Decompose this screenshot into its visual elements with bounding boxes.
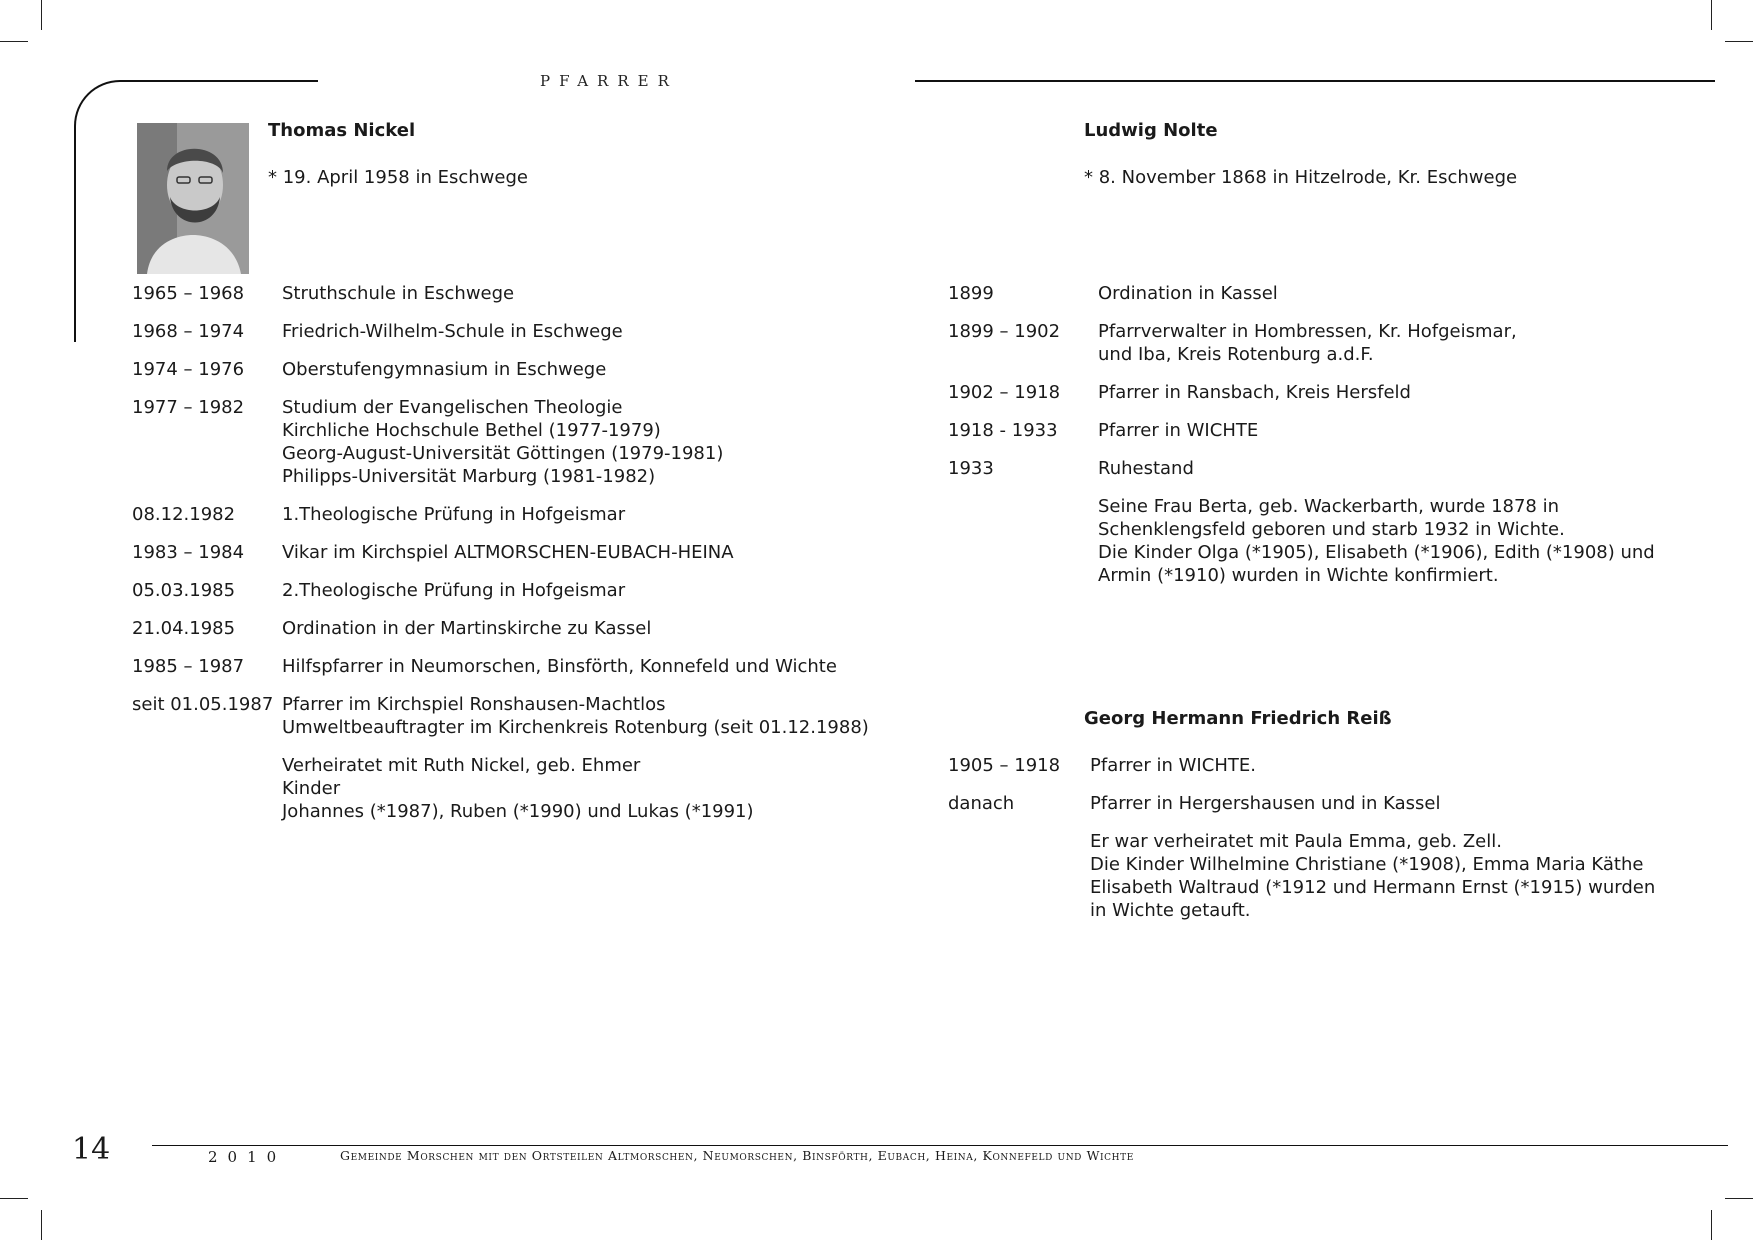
portrait-photo [137,123,249,274]
birth-info-nickel: * 19. April 1958 in Eschwege [268,167,528,188]
entry-text: Pfarrer in Ransbach, Kreis Hersfeld [1098,382,1411,403]
entry-text: Pfarrer in Hergershausen und in Kassel [1090,793,1441,814]
portrait-illustration [137,123,249,274]
header-rule-right [915,80,1715,82]
entry-date: 05.03.1985 [132,580,236,601]
list-item [132,693,892,739]
entry-date: 1899 – 1902 [948,321,1061,342]
biography-list-nickel [132,282,892,838]
footer-year: 2010 [208,1148,287,1166]
entry-date: 1985 – 1987 [132,656,245,677]
list-item [948,381,1708,404]
list-item [948,495,1708,587]
entry-text: 2.Theologische Prüfung in Hofgeismar [282,580,626,601]
list-item [132,320,892,343]
entry-date: 1899 [948,283,994,304]
list-item [948,419,1708,442]
entry-date: 1965 – 1968 [132,283,245,304]
entry-date: 1933 [948,458,994,479]
entry-date: 1902 – 1918 [948,382,1061,403]
pastor-name-nickel: Thomas Nickel [268,120,416,141]
list-item [948,792,1708,815]
entry-text: Pfarrer in WICHTE [1098,420,1259,441]
entry-text: Verheiratet mit Ruth Nickel, geb. Ehmer Kinder Johannes (*1987), Ruben (*1990) und Lukas (*1991) [282,755,754,822]
entry-text: Pfarrverwalter in Hombressen, Kr. Hofgeismar, und Iba, Kreis Rotenburg a.d.F. [1098,321,1517,365]
page-number: 14 [72,1132,111,1167]
entry-text: Hilfspfarrer in Neumorschen, Binsförth, Konnefeld und Wichte [282,656,837,677]
entry-text: Seine Frau Berta, geb. Wackerbarth, wurde 1878 in Schenklengsfeld geboren und starb 1932 in Wichte. Die Kinder Olga (*1905), Elisabeth (*1906), Edith (*1908) und Armin (*1910) wurden in Wichte konfirmiert. [1098,496,1655,586]
list-item [948,320,1708,366]
pastor-name-reiss: Georg Hermann Friedrich Reiß [1084,708,1392,729]
crop-mark [0,1198,28,1199]
list-item [132,282,892,305]
entry-text: Vikar im Kirchspiel ALTMORSCHEN-EUBACH-HEINA [282,542,734,563]
list-item [948,457,1708,480]
entry-text: Pfarrer in WICHTE. [1090,755,1256,776]
list-item [948,282,1708,305]
list-item [132,754,892,823]
crop-mark [1725,41,1753,42]
entry-text: Ordination in Kassel [1098,283,1278,304]
entry-text: 1.Theologische Prüfung in Hofgeismar [282,504,626,525]
crop-mark [1725,1198,1753,1199]
list-item [132,503,892,526]
pastor-name-nolte: Ludwig Nolte [1084,120,1218,141]
entry-date: 21.04.1985 [132,618,236,639]
biography-list-nolte [948,282,1708,602]
crop-mark [0,41,28,42]
entry-date: 1977 – 1982 [132,397,245,418]
entry-text: Struthschule in Eschwege [282,283,515,304]
entry-text: Friedrich-Wilhelm-Schule in Eschwege [282,321,623,342]
footer-rule [152,1145,1728,1146]
entry-date: 08.12.1982 [132,504,236,525]
list-item [132,617,892,640]
crop-mark [1711,0,1712,30]
entry-date: 1918 - 1933 [948,420,1058,441]
entry-text: Ruhestand [1098,458,1194,479]
crop-mark [1711,1210,1712,1240]
entry-text: Oberstufengymnasium in Eschwege [282,359,607,380]
list-item [948,830,1708,922]
entry-date: 1968 – 1974 [132,321,245,342]
entry-date: 1974 – 1976 [132,359,245,380]
entry-date: seit 01.05.1987 [132,694,274,715]
section-title: PFARRER [540,72,678,90]
footer-text: Gemeinde Morschen mit den Ortsteilen Altmorschen, Neumorschen, Binsförth, Eubach, Heina, Konnefeld und Wichte [340,1148,1134,1163]
list-item [132,541,892,564]
list-item [132,655,892,678]
entry-date: danach [948,793,1015,814]
entry-text: Studium der Evangelischen Theologie Kirchliche Hochschule Bethel (1977-1979) Georg-August-Universität Göttingen (1979-1981) Philipps-Universität Marburg (1981-1982) [282,397,724,487]
entry-date: 1905 – 1918 [948,755,1061,776]
entry-date: 1983 – 1984 [132,542,245,563]
crop-mark [41,1210,42,1240]
entry-text: Ordination in der Martinskirche zu Kassel [282,618,652,639]
list-item [132,396,892,488]
biography-list-reiss [948,754,1708,937]
list-item [948,754,1708,777]
entry-text: Er war verheiratet mit Paula Emma, geb. Zell. Die Kinder Wilhelmine Christiane (*1908), Emma Maria Käthe Elisabeth Waltraud (*1912 und Hermann Ernst (*1915) wurden in Wichte getauft. [1090,831,1656,921]
entry-text: Pfarrer im Kirchspiel Ronshausen-Machtlos Umweltbeauftragter im Kirchenkreis Rotenburg (seit 01.12.1988) [282,694,869,738]
birth-info-nolte: * 8. November 1868 in Hitzelrode, Kr. Eschwege [1084,167,1518,188]
crop-mark [41,0,42,30]
list-item [132,358,892,381]
list-item [132,579,892,602]
